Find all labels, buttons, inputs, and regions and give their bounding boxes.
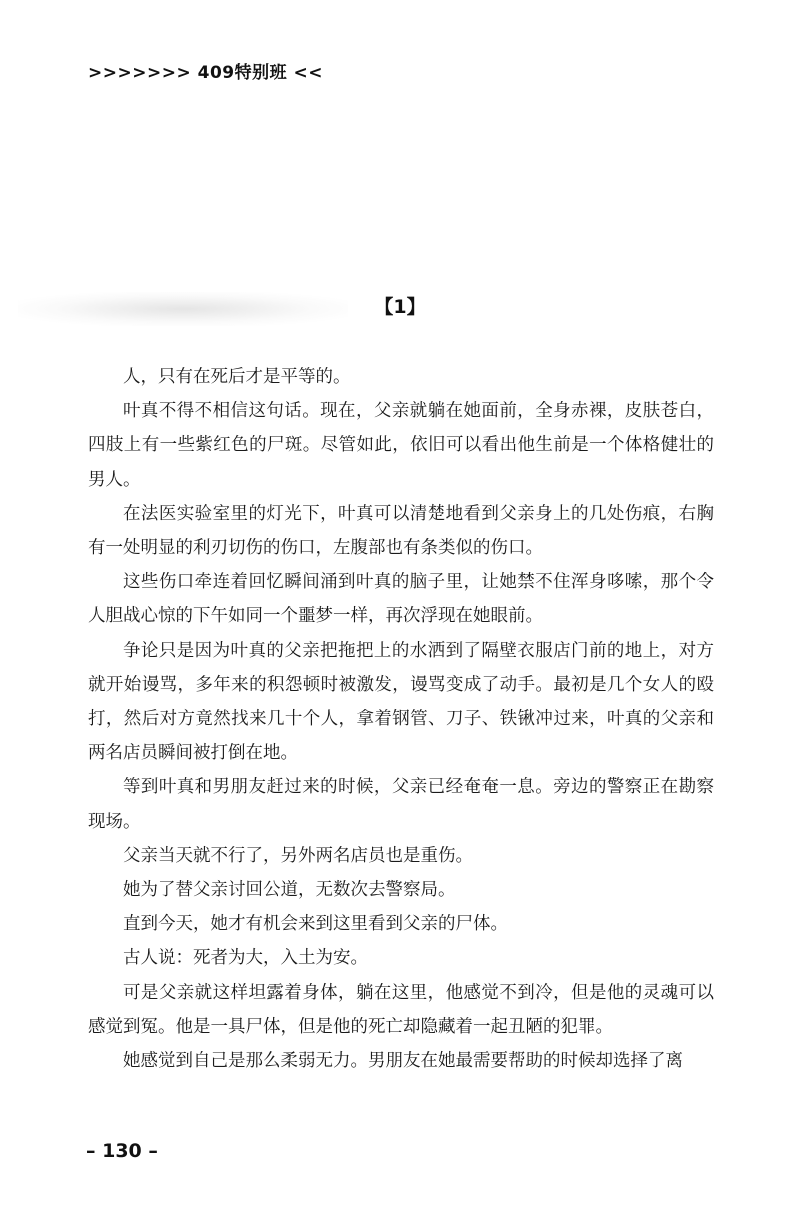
paragraph: 人，只有在死后才是平等的。 — [123, 367, 351, 387]
paragraph: 直到今天，她才有机会来到这里看到父亲的尸体。 — [123, 914, 508, 935]
paragraph: 她为了替父亲讨回公道，无数次去警察局。 — [123, 880, 456, 901]
paragraph: 争论只是因为叶真的父亲把拖把上的水洒到了隔壁衣服店门前的地上，对方就开始谩骂，多年来的积怨顿时被激发，谩骂变成了动手。最初是几个女人的殴打，然后对方竟然找来几十个人，拿着钢管、刀子、铁锹冲过来，叶真的父亲和两名店员瞬间被打倒在地。 — [88, 640, 714, 764]
section-heading: 【1】 — [374, 296, 426, 318]
body-text — [88, 360, 714, 1078]
page-number: – 130 – — [86, 1140, 158, 1162]
paragraph: 可是父亲就这样坦露着身体，躺在这里，他感觉不到冷，但是他的灵魂可以感觉到冤。他是一具尸体，但是他的死亡却隐藏着一起丑陋的犯罪。 — [88, 982, 714, 1037]
paragraph: 她感觉到自己是那么柔弱无力。男朋友在她最需要帮助的时候却选择了离 — [123, 1051, 683, 1072]
paragraph: 古人说：死者为大，入土为安。 — [123, 948, 368, 969]
paragraph: 叶真不得不相信这句话。现在，父亲就躺在她面前，全身赤裸，皮肤苍白，四肢上有一些紫红色的尸斑。尽管如此，依旧可以看出他生前是一个体格健壮的男人。 — [88, 401, 714, 490]
paragraph: 等到叶真和男朋友赶过来的时候，父亲已经奄奄一息。旁边的警察正在勘察现场。 — [88, 777, 714, 832]
running-header: >>>>>>> 409特别班 << — [88, 63, 324, 83]
paragraph: 父亲当天就不行了，另外两名店员也是重伤。 — [123, 845, 473, 866]
paragraph: 在法医实验室里的灯光下，叶真可以清楚地看到父亲身上的几处伤痕，右胸有一处明显的利刃切伤的伤口，左腹部也有条类似的伤口。 — [88, 503, 714, 559]
paragraph: 这些伤口牵连着回忆瞬间涌到叶真的脑子里，让她禁不住浑身哆嗦，那个令人胆战心惊的下午如同一个噩梦一样，再次浮现在她眼前。 — [88, 572, 714, 627]
